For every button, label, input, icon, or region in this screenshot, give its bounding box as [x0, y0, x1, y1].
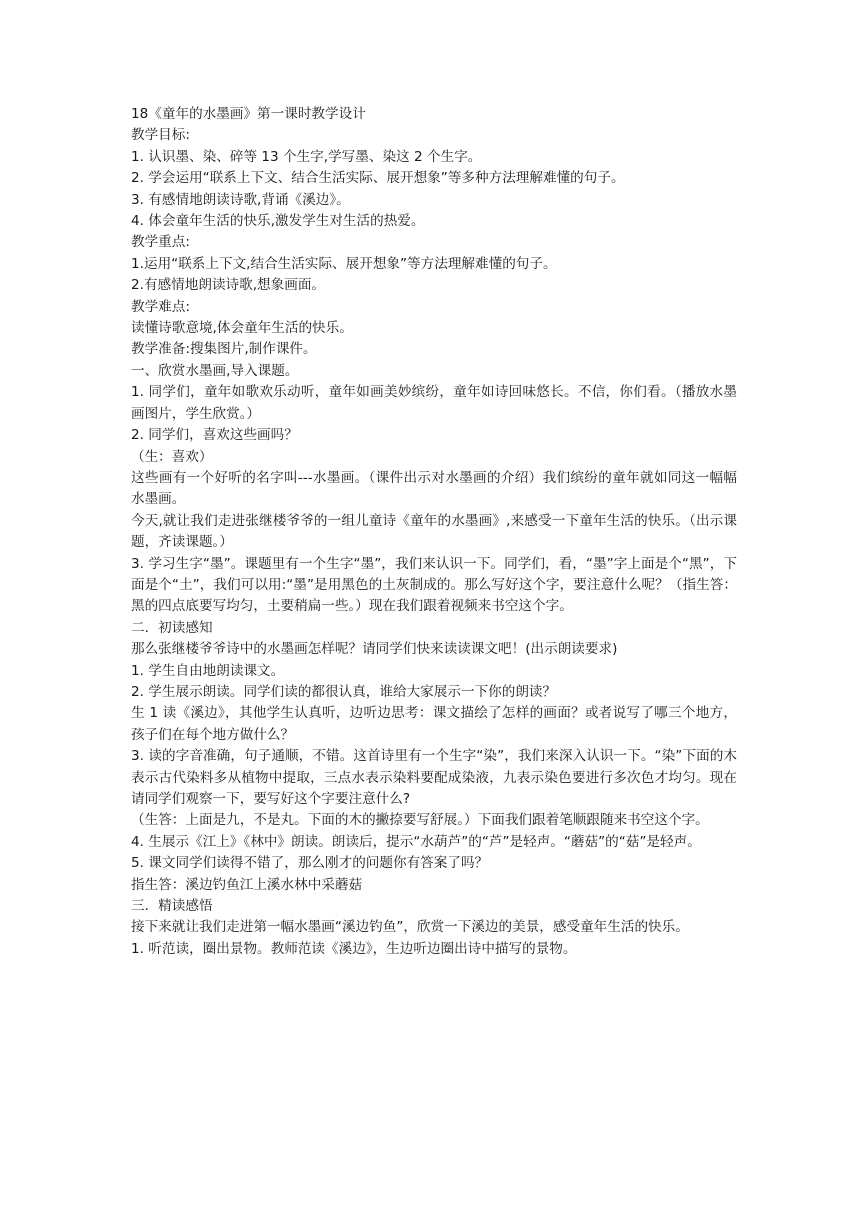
- goal-item-3: 3. 有感情地朗读诗歌,背诵《溪边》。: [131, 191, 350, 208]
- section2-student-answer: （生答：上面是九，不是丸。下面的木的撇捺要写舒展。）下面我们跟着笔顺跟随来书空这个字。: [131, 812, 709, 829]
- section2-step-3: 3. 读的字音准确，句子通顺，不错。这首诗里有一个生字“染”，我们来深入认识一下。“染”下面的木表示古代染料多从植物中提取，三点水表示染料要配成染液，九表示染色要进行多次色才均匀。现在请同学们观察一下，要写好这个字要注意什么?: [131, 748, 737, 807]
- key-point-1: 1.运用“联系上下文,结合生活实际、展开想象”等方法理解难懂的句子。: [131, 255, 557, 272]
- section1-today-intro: 今天,就让我们走进张继楼爷爷的一组儿童诗《童年的水墨画》,来感受一下童年生活的快乐。（出示课题，齐读课题。）: [131, 512, 737, 551]
- section1-step-1: 1. 同学们，童年如歌欢乐动听，童年如画美妙缤纷，童年如诗回味悠长。不信，你们看。（播放水墨画图片，学生欣赏。）: [131, 384, 737, 422]
- section2-step-1: 1. 学生自由地朗读课文。: [131, 662, 285, 679]
- section1-student-answer: （生：喜欢）: [131, 448, 213, 465]
- section2-student-reading: 生 1 读《溪边》，其他学生认真听，边听边思考：课文描绘了怎样的画面？或者说写了哪三个地方，孩子们在每个地方做什么？: [131, 705, 737, 743]
- heading-key-points: 教学重点:: [131, 234, 190, 251]
- section-heading-2: 二．初读感知: [131, 619, 213, 636]
- heading-teaching-goals: 教学目标:: [131, 127, 190, 144]
- goal-item-4: 4. 体会童年生活的快乐,激发学生对生活的热爱。: [131, 213, 425, 230]
- section1-ink-painting-intro: 这些画有一个好听的名字叫---水墨画。（课件出示对水墨画的介绍）我们缤纷的童年就如同这一幅幅水墨画。: [131, 469, 737, 508]
- section2-step-2: 2. 学生展示朗读。同学们读的都很认真，谁给大家展示一下你的朗读？: [131, 683, 557, 700]
- difficulty-text: 读懂诗歌意境,体会童年生活的快乐。: [131, 320, 353, 337]
- section2-intro: 那么张继楼爷爷诗中的水墨画怎样呢？请同学们快来读读课文吧！(出示朗读要求): [131, 641, 618, 658]
- document-body: [131, 104, 737, 960]
- section2-step-4: 4. 生展示《江上》《林中》朗读。朗读后，提示“水葫芦”的“芦”是轻声。“蘑菇”的“菇”是轻声。: [131, 833, 701, 850]
- section-heading-1: 一、欣赏水墨画,导入课题。: [131, 362, 299, 379]
- preparation-text: 教学准备:搜集图片,制作课件。: [131, 341, 317, 358]
- key-point-2: 2.有感情地朗读诗歌,想象画面。: [131, 277, 326, 294]
- section2-answer: 指生答：溪边钓鱼江上溪水林中采蘑菇: [131, 876, 363, 893]
- section3-step-1: 1. 听范读，圈出景物。教师范读《溪边》，生边听边圈出诗中描写的景物。: [131, 940, 577, 957]
- section2-step-5: 5. 课文同学们读得不错了，那么刚才的问题你有答案了吗？: [131, 855, 489, 872]
- section1-step-3: 3. 学习生字“墨”。课题里有一个生字“墨”，我们来认识一下。同学们，看，“墨”字上面是个“黑”，下面是个“土”，我们可以用:“墨”是用黑色的土灰制成的。那么写好这个字，要注意什么呢？（指生答：黑的四点底要写均匀，土要稍扁一些。）现在我们跟着视频来书空这个字。: [131, 555, 737, 615]
- section3-intro: 接下来就让我们走进第一幅水墨画“溪边钓鱼”，欣赏一下溪边的美景，感受童年生活的快乐。: [131, 919, 689, 936]
- document-title: 18《童年的水墨画》第一课时教学设计: [131, 106, 366, 122]
- goal-item-1: 1. 认识墨、染、碎等 13 个生字,学写墨、染这 2 个生字。: [131, 148, 482, 165]
- goal-item-2: 2. 学会运用“联系上下文、结合生活实际、展开想象”等多种方法理解难懂的句子。: [131, 170, 625, 187]
- section-heading-3: 三．精读感悟: [131, 898, 213, 915]
- section1-step-2: 2. 同学们，喜欢这些画吗？: [131, 427, 298, 444]
- heading-difficulties: 教学难点:: [131, 298, 190, 315]
